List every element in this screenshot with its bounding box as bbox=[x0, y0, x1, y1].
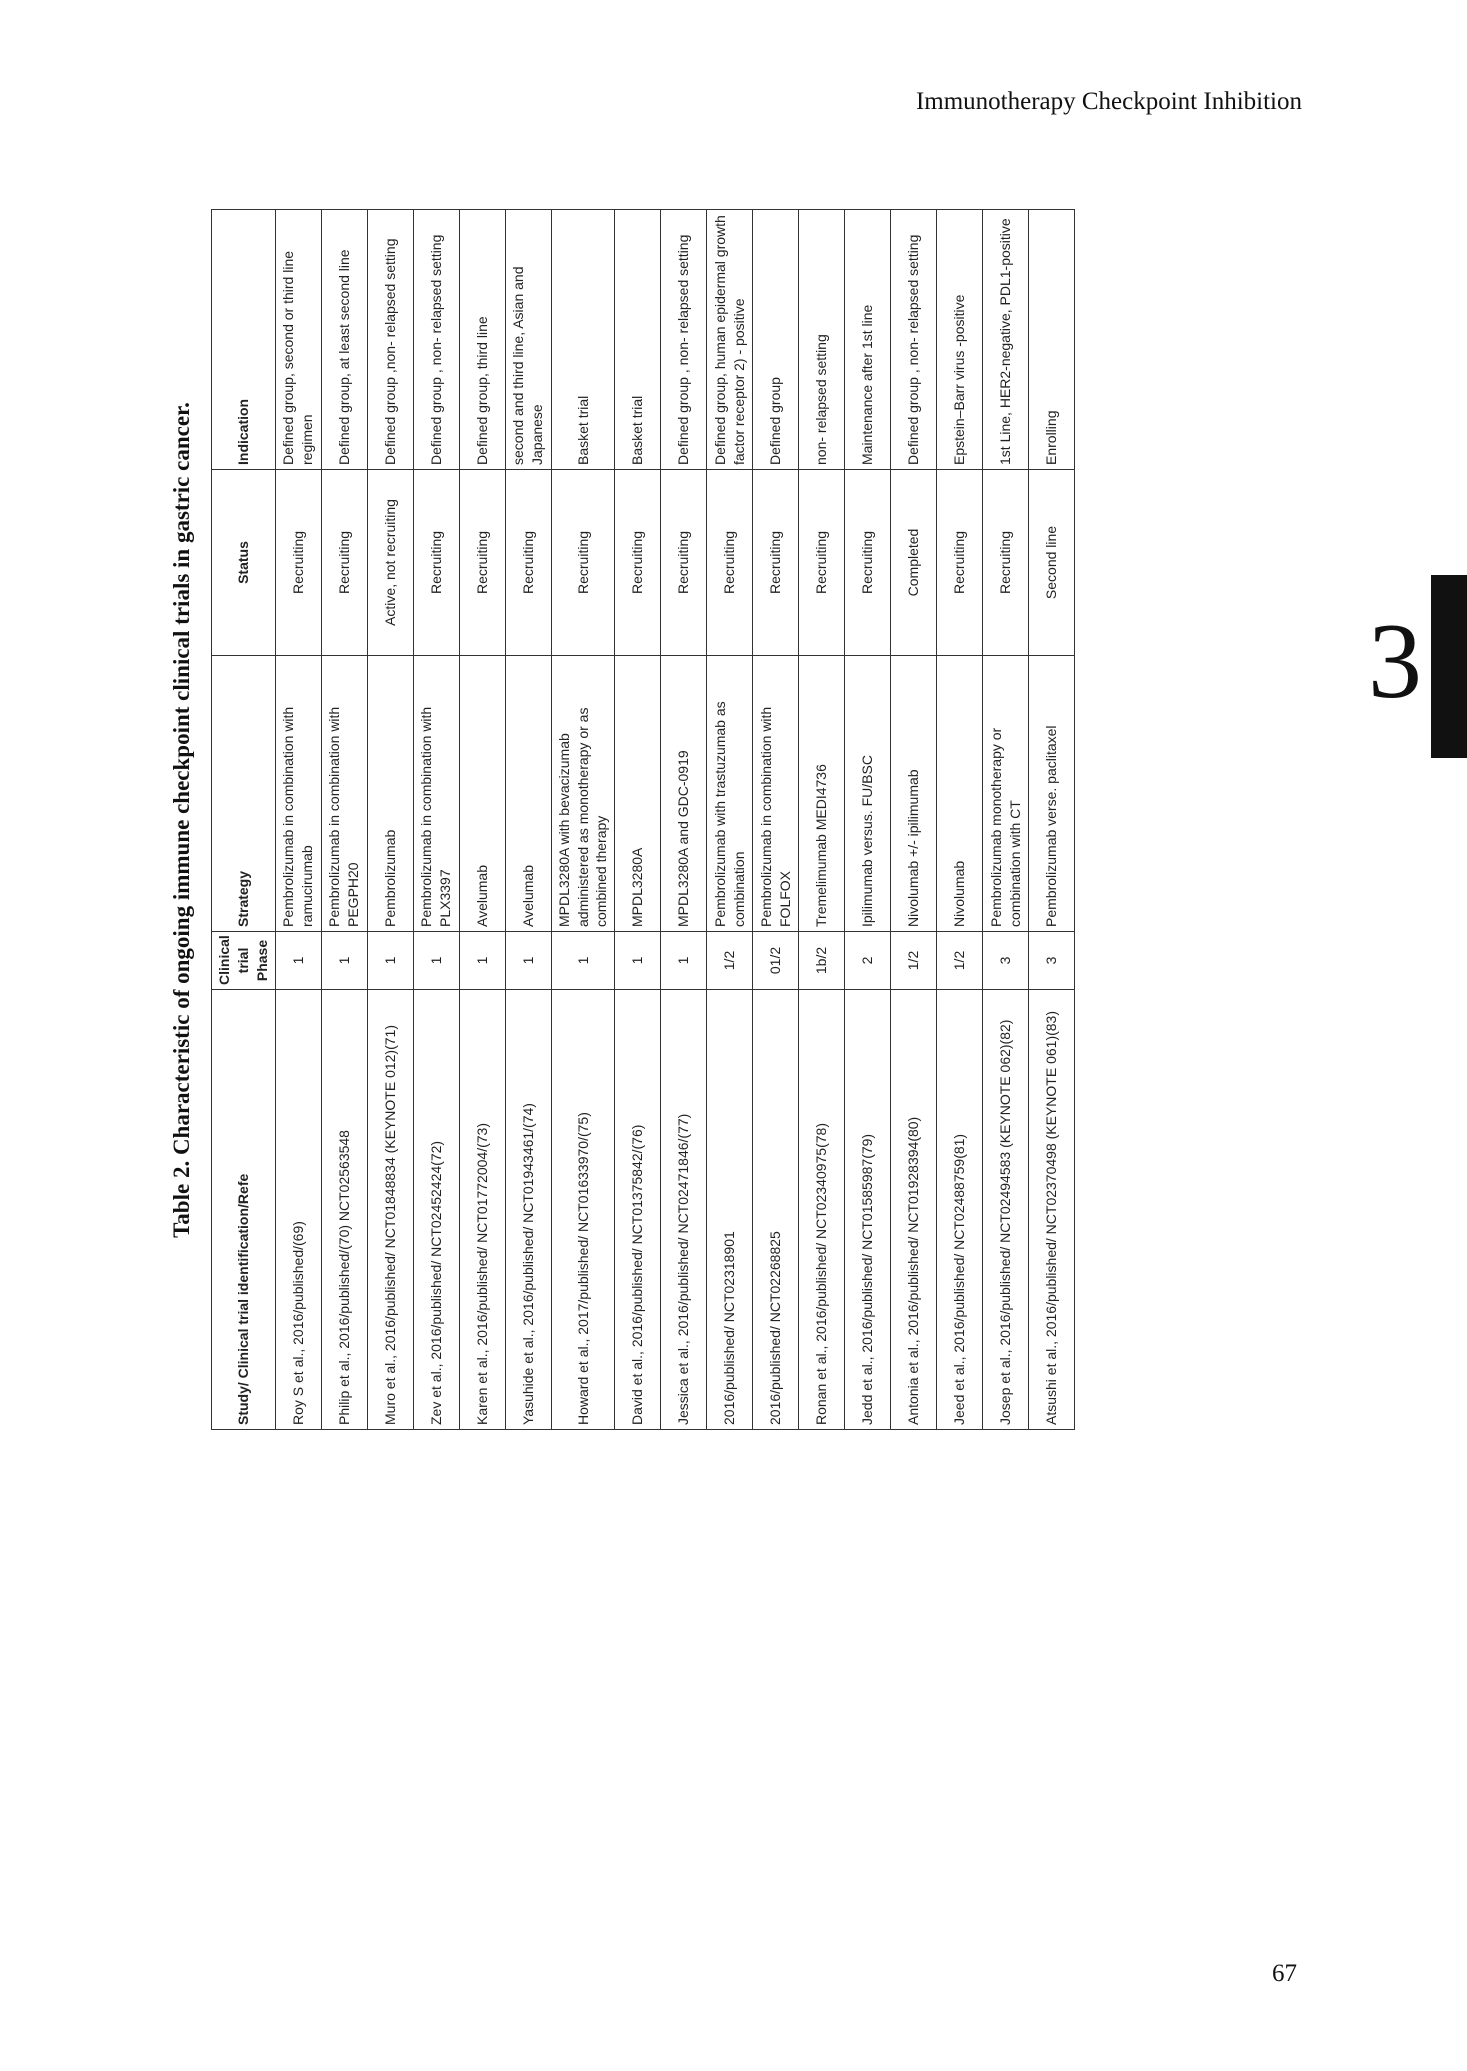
table-row bbox=[367, 210, 413, 1430]
cell-strategy: MPDL3280A and GDC-0919 bbox=[661, 656, 707, 932]
cell-phase: 3 bbox=[1029, 932, 1075, 990]
table-row bbox=[983, 210, 1029, 1430]
table-row bbox=[937, 210, 983, 1430]
cell-phase: 1 bbox=[661, 932, 707, 990]
cell-strategy: Avelumab bbox=[459, 656, 505, 932]
header-status: Status bbox=[212, 470, 276, 656]
cell-indication: Defined group, second or third line regimen bbox=[275, 210, 321, 470]
cell-study: Philip et al., 2016/published/(70) NCT02563548 bbox=[321, 990, 367, 1430]
cell-indication: Maintenance after 1st line bbox=[845, 210, 891, 470]
cell-strategy: MPDL3280A bbox=[615, 656, 661, 932]
cell-phase: 1 bbox=[459, 932, 505, 990]
table-row bbox=[321, 210, 367, 1430]
header-study: Study/ Clinical trial identification/Refe bbox=[212, 990, 276, 1430]
table-row bbox=[753, 210, 799, 1430]
cell-phase: 1 bbox=[505, 932, 551, 990]
cell-phase: 1/2 bbox=[707, 932, 753, 990]
table-row bbox=[845, 210, 891, 1430]
cell-strategy: Pembrolizumab in combination with PLX3397 bbox=[413, 656, 459, 932]
cell-indication: Defined group, at least second line bbox=[321, 210, 367, 470]
cell-phase: 1 bbox=[275, 932, 321, 990]
cell-status: Recruiting bbox=[799, 470, 845, 656]
cell-study: Muro et al., 2016/published/ NCT01848834 (KEYNOTE 012)(71) bbox=[367, 990, 413, 1430]
cell-strategy: Ipilimumab versus. FU/BSC bbox=[845, 656, 891, 932]
cell-status: Second line bbox=[1029, 470, 1075, 656]
cell-status: Recruiting bbox=[505, 470, 551, 656]
cell-phase: 3 bbox=[983, 932, 1029, 990]
cell-study: Roy S et al., 2016/published/(69) bbox=[275, 990, 321, 1430]
cell-indication: 1st Line, HER2-negative, PDL1-positive bbox=[983, 210, 1029, 470]
cell-status: Recruiting bbox=[275, 470, 321, 656]
cell-study: 2016/published/ NCT02268825 bbox=[753, 990, 799, 1430]
chapter-number: 3 bbox=[1368, 602, 1422, 721]
trials-table bbox=[211, 209, 1075, 1430]
table-row bbox=[707, 210, 753, 1430]
cell-status: Recruiting bbox=[753, 470, 799, 656]
cell-study: Atsushi et al., 2016/published/ NCT02370498 (KEYNOTE 061)(83) bbox=[1029, 990, 1075, 1430]
cell-phase: 1 bbox=[615, 932, 661, 990]
table-row bbox=[275, 210, 321, 1430]
table-row bbox=[1029, 210, 1075, 1430]
cell-status: Recruiting bbox=[615, 470, 661, 656]
cell-indication: Defined group bbox=[753, 210, 799, 470]
cell-study: Howard et al., 2017/published/ NCT01633970/(75) bbox=[551, 990, 615, 1430]
cell-phase: 01/2 bbox=[753, 932, 799, 990]
table-row bbox=[891, 210, 937, 1430]
cell-status: Recruiting bbox=[413, 470, 459, 656]
header-indication: Indication bbox=[212, 210, 276, 470]
cell-study: Zev et al., 2016/published/ NCT02452424(72) bbox=[413, 990, 459, 1430]
cell-study: 2016/published/ NCT02318901 bbox=[707, 990, 753, 1430]
cell-indication: Epstein–Barr virus -positive bbox=[937, 210, 983, 470]
cell-status: Recruiting bbox=[707, 470, 753, 656]
cell-phase: 1 bbox=[551, 932, 615, 990]
cell-phase: 1 bbox=[321, 932, 367, 990]
cell-strategy: Pembrolizumab bbox=[367, 656, 413, 932]
page-number: 67 bbox=[1272, 1960, 1297, 1987]
cell-strategy: Pembrolizumab monotherapy or combination with CT bbox=[983, 656, 1029, 932]
cell-study: Josep et al., 2016/published/ NCT02494583 (KEYNOTE 062)(82) bbox=[983, 990, 1029, 1430]
cell-phase: 1b/2 bbox=[799, 932, 845, 990]
table-row bbox=[505, 210, 551, 1430]
cell-indication: Defined group , non- relapsed setting bbox=[661, 210, 707, 470]
cell-status: Recruiting bbox=[845, 470, 891, 656]
cell-indication: second and third line, Asian and Japanese bbox=[505, 210, 551, 470]
cell-indication: Defined group , non- relapsed setting bbox=[413, 210, 459, 470]
header-phase: Clinical trial Phase bbox=[212, 932, 276, 990]
table-row bbox=[413, 210, 459, 1430]
cell-indication: Defined group , non- relapsed setting bbox=[891, 210, 937, 470]
cell-strategy: Pembrolizumab in combination with PEGPH20 bbox=[321, 656, 367, 932]
table-row bbox=[615, 210, 661, 1430]
cell-strategy: Tremelimumab MEDI4736 bbox=[799, 656, 845, 932]
cell-status: Recruiting bbox=[937, 470, 983, 656]
cell-strategy: MPDL3280A with bevacizumab administered as monotherapy or as combined therapy bbox=[551, 656, 615, 932]
cell-indication: Defined group ,non- relapsed setting bbox=[367, 210, 413, 470]
cell-indication: Defined group, third line bbox=[459, 210, 505, 470]
table-body bbox=[275, 210, 1075, 1430]
cell-status: Recruiting bbox=[983, 470, 1029, 656]
cell-status: Active, not recruiting bbox=[367, 470, 413, 656]
cell-strategy: Pembrolizumab in combination with ramucirumab bbox=[275, 656, 321, 932]
cell-strategy: Avelumab bbox=[505, 656, 551, 932]
cell-strategy: Pembrolizumab verse. paclitaxel bbox=[1029, 656, 1075, 932]
cell-study: Yasuhide et al., 2016/published/ NCT01943461/(74) bbox=[505, 990, 551, 1430]
cell-indication: Basket trial bbox=[551, 210, 615, 470]
cell-study: Jeed et al., 2016/published/ NCT02488759(81) bbox=[937, 990, 983, 1430]
table-row bbox=[551, 210, 615, 1430]
cell-phase: 1 bbox=[367, 932, 413, 990]
cell-strategy: Nivolumab +/- ipilimumab bbox=[891, 656, 937, 932]
cell-status: Recruiting bbox=[459, 470, 505, 656]
cell-study: Ronan et al., 2016/published/ NCT02340975(78) bbox=[799, 990, 845, 1430]
cell-study: Jessica et al., 2016/published/ NCT02471846/(77) bbox=[661, 990, 707, 1430]
cell-phase: 1 bbox=[413, 932, 459, 990]
cell-strategy: Pembrolizumab with trastuzumab as combination bbox=[707, 656, 753, 932]
cell-phase: 2 bbox=[845, 932, 891, 990]
cell-strategy: Nivolumab bbox=[937, 656, 983, 932]
header-strategy: Strategy bbox=[212, 656, 276, 932]
cell-status: Recruiting bbox=[661, 470, 707, 656]
running-head: Immunotherapy Checkpoint Inhibition bbox=[915, 88, 1302, 115]
cell-study: Antonia et al., 2016/published/ NCT01928394(80) bbox=[891, 990, 937, 1430]
cell-phase: 1/2 bbox=[891, 932, 937, 990]
cell-strategy: Pembrolizumab in combination with FOLFOX bbox=[753, 656, 799, 932]
cell-status: Recruiting bbox=[551, 470, 615, 656]
table-title: Table 2. Characteristic of ongoing immune checkpoint clinical trials in gastric cancer. bbox=[169, 402, 194, 1238]
cell-study: Jedd et al., 2016/published/ NCT01585987(79) bbox=[845, 990, 891, 1430]
rotated-table-block bbox=[163, 210, 1078, 1430]
cell-phase: 1/2 bbox=[937, 932, 983, 990]
cell-study: David et al., 2016/published/ NCT01375842/(76) bbox=[615, 990, 661, 1430]
table-row bbox=[661, 210, 707, 1430]
chapter-tab bbox=[1431, 575, 1467, 758]
cell-indication: Basket trial bbox=[615, 210, 661, 470]
table-row bbox=[799, 210, 845, 1430]
cell-indication: non- relapsed setting bbox=[799, 210, 845, 470]
cell-indication: Defined group, human epidermal growth factor receptor 2) - positive bbox=[707, 210, 753, 470]
cell-study: Karen et al., 2016/published/ NCT01772004/(73) bbox=[459, 990, 505, 1430]
cell-indication: Enrolling bbox=[1029, 210, 1075, 470]
table-header-row bbox=[212, 210, 276, 1430]
cell-status: Recruiting bbox=[321, 470, 367, 656]
cell-status: Completed bbox=[891, 470, 937, 656]
table-row bbox=[459, 210, 505, 1430]
